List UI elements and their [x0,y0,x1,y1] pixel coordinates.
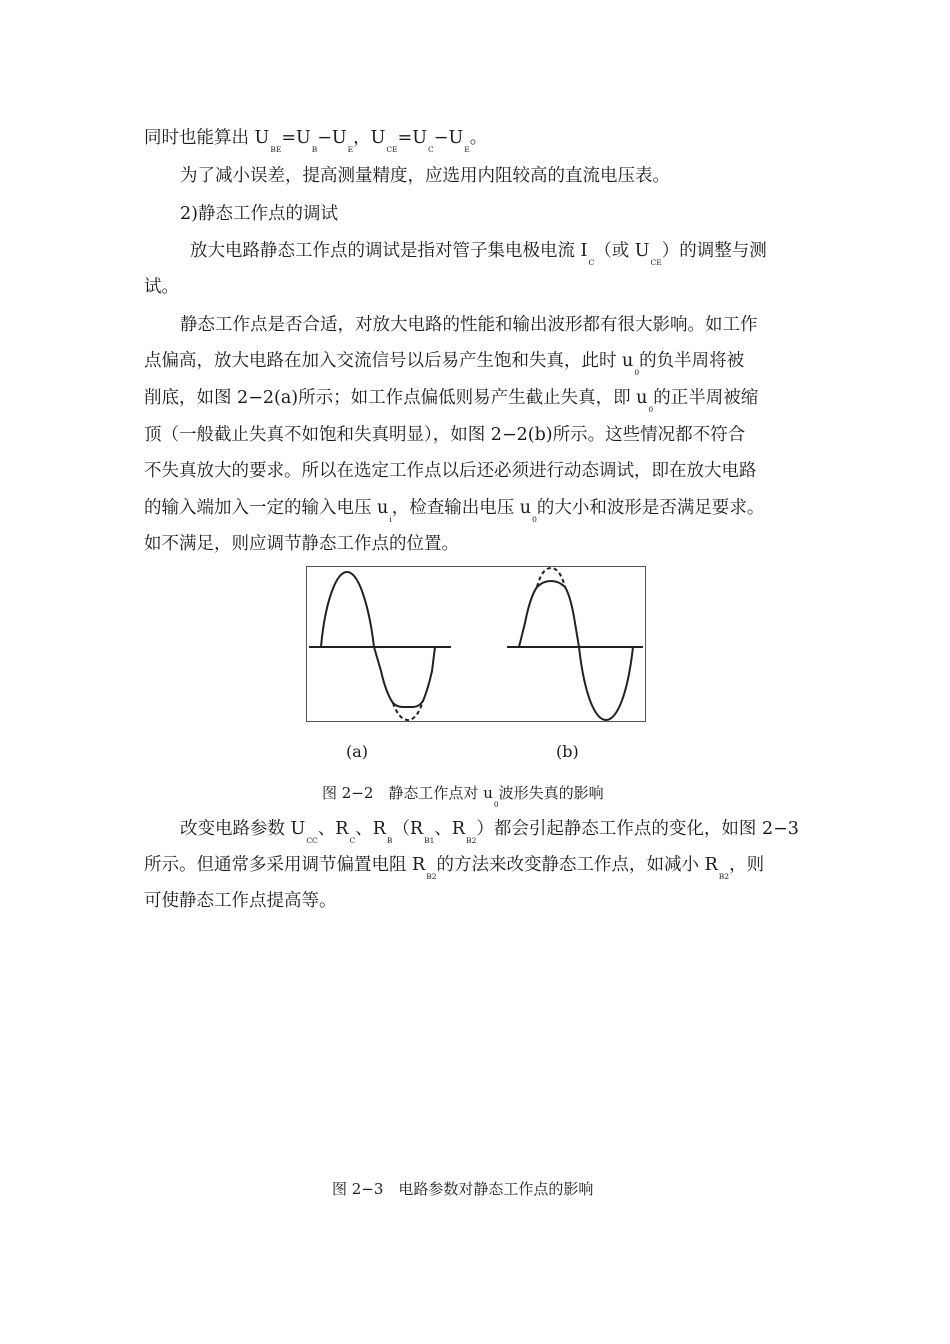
figure-label-a: (a) [346,742,369,761]
figure-label-b: (b) [556,742,579,761]
paragraph-line-8: 削底，如图 2−2(a)所示；如工作点偏低则易产生截止失真，即 $u_0$的正半周被缩 [144,388,759,414]
paragraph-line-6: 静态工作点是否合适，对放大电路的性能和输出波形都有很大影响。如工作 [180,315,758,335]
paragraph-line-11: 的输入端加入一定的输入电压 $u_i$，检查输出电压 $u_0$的大小和波形是否满足要求。 [144,498,765,524]
section-heading: 2)静态工作点的调试 [180,204,338,224]
figure-caption-2-3: 图 2−3 电路参数对静态工作点的影响 [332,1180,594,1198]
waveform-figure [306,566,646,722]
waveform-b-solid [519,581,633,720]
figure-caption-2-2: 图 2−2 静态工作点对 $u_0$波形失真的影响 [322,784,604,809]
waveform-a-solid [321,572,435,707]
waveform-a-dashed [393,701,423,720]
paragraph-line-12: 如不满足，则应调节静态工作点的位置。 [144,534,459,554]
paragraph-line-15: 可使静态工作点提高等。 [144,891,337,911]
paragraph-line-7: 点偏高，放大电路在加入交流信号以后易产生饱和失真，此时 $u_0$的负半周将被 [144,351,745,377]
paragraph-line-13: 改变电路参数 $U_{CC}$、$R_C$、$R_B(R_{B1}$、$R_{B2}$）都会引起静态工作点的变化，如图 2−3 [180,819,799,845]
paragraph-line-1: 同时也能算出 $U_{BE}=U_B-U_E$，$U_{CE}=U_C-U_E$。 [144,128,488,154]
paragraph-line-2: 为了减小误差，提高测量精度，应选用内阻较高的直流电压表。 [180,166,670,186]
paragraph-line-4: 放大电路静态工作点的调试是指对管子集电极电流 $I_C$（或 $U_{CE}$）的调整与测 [190,241,767,267]
paragraph-line-9: 顶（一般截止失真不如饱和失真明显），如图 2−2(b)所示。这些情况都不符合 [144,425,746,445]
paragraph-line-5: 试。 [144,277,179,297]
waveform-svg [307,567,645,721]
paragraph-line-14: 所示。但通常多采用调节偏置电阻 $R_{B2}$的方法来改变静态工作点，如减小 $R_{B2}$，则 [144,855,765,881]
paragraph-line-10: 不失真放大的要求。所以在选定工作点以后还必须进行动态调试，即在放大电路 [144,461,757,481]
